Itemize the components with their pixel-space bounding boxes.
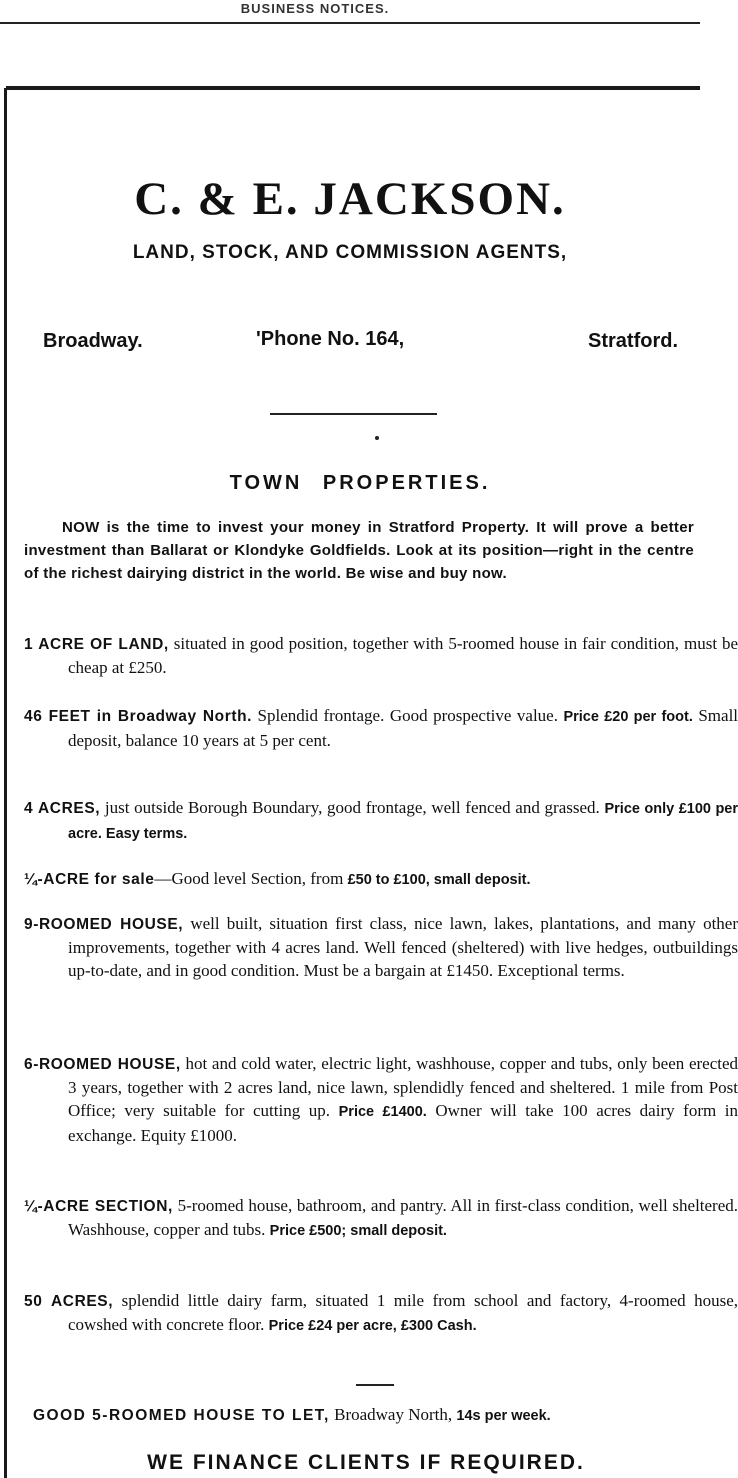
listing-item — [24, 1289, 738, 1338]
listing-item — [24, 704, 738, 752]
listing-text: —Good level Section, from — [154, 869, 344, 888]
ad-left-border — [4, 88, 7, 1478]
listing-lead: 50 ACRES, — [24, 1293, 114, 1310]
advertiser-name: C. & E. JACKSON. — [134, 173, 566, 225]
listing-text: Splendid frontage. Good prospective value. — [257, 706, 558, 725]
to-let-lead: GOOD 5-ROOMED HOUSE TO LET, — [33, 1407, 330, 1424]
page-header — [0, 0, 700, 24]
listing-price: Price £24 per acre, £300 Cash. — [268, 1318, 477, 1334]
finance-notice: WE FINANCE CLIENTS IF REQUIRED. — [147, 1451, 585, 1474]
listing-lead: 9-ROOMED HOUSE, — [24, 916, 184, 933]
divider-rule — [356, 1384, 394, 1386]
section-label: BUSINESS NOTICES. — [240, 1, 390, 16]
listing-text: just outside Borough Boundary, good frontage, well fenced and grassed. — [104, 798, 600, 817]
to-let-notice — [33, 1405, 698, 1425]
listing-lead: ¼-ACRE for sale — [24, 871, 155, 888]
to-let-rent: 14s per week. — [456, 1408, 551, 1424]
listing-lead: 6-ROOMED HOUSE, — [24, 1056, 181, 1073]
listing-text: 5-roomed house, bathroom, and pantry. All in first-class condition, well sheltered. Washhouse, copper and tubs. — [68, 1196, 738, 1239]
listing-text: well built, situation first class, nice lawn, lakes, plantations, and many other improvements, together with 4 acres land. Well fenced (sheltered) with live hedges, outbuildings up-to-date, and in good condition. Must be a bargain at £1450. Exceptional terms. — [68, 914, 738, 980]
listing-item — [24, 1052, 738, 1147]
listing-text: hot and cold water, electric light, washhouse, copper and tubs, only been erected 3 years, together with 2 acres land, nice lawn, splendidly fenced and sheltered. 1 mile from Post Office; very suitable for cutting up. — [68, 1054, 738, 1120]
phone-number: 'Phone No. 164, — [256, 328, 405, 350]
street-address: Broadway. — [43, 330, 143, 352]
listing-price: Price £500; small deposit. — [269, 1223, 447, 1239]
ad-top-border — [6, 86, 700, 98]
listing-price: £50 to £100, small deposit. — [347, 872, 531, 888]
to-let-text: Broadway North, — [334, 1405, 453, 1424]
listing-item — [24, 632, 738, 679]
listing-item — [24, 867, 738, 892]
listing-item — [24, 912, 738, 982]
section-title: TOWN PROPERTIES. — [229, 472, 491, 494]
listing-item — [24, 796, 738, 846]
listing-price: Price £1400. — [338, 1104, 427, 1120]
listing-text: situated in good position, together with 5-roomed house in fair condition, must be cheap at £250. — [68, 634, 738, 677]
listing-tail: Owner will take 100 acres dairy form in exchange. Equity £1000. — [68, 1101, 738, 1145]
listing-price: Price only £100 per acre. Easy terms. — [68, 801, 738, 842]
listing-text: splendid little dairy farm, situated 1 mile from school and factory, 4-roomed house, cowshed with concrete floor. — [68, 1291, 738, 1334]
listing-lead: 1 ACRE OF LAND, — [24, 636, 169, 653]
listing-lead: ¼-ACRE SECTION, — [24, 1198, 173, 1215]
listing-lead: 46 FEET in Broadway North. — [24, 708, 253, 725]
advertiser-trade: LAND, STOCK, AND COMMISSION AGENTS, — [132, 242, 568, 263]
divider-rule — [270, 413, 437, 415]
divider-dot — [375, 436, 379, 440]
town-name: Stratford. — [588, 330, 678, 352]
listing-price: Price £20 per foot. — [563, 709, 693, 725]
listing-item — [24, 1194, 738, 1243]
intro-paragraph: NOW is the time to invest your money in Stratford Property. It will prove a better investment than Ballarat or Klondyke Goldfields. Look at its position—right in the centre of the richest dairying district in the world. Be wise and buy now. — [24, 519, 694, 582]
listing-tail: Small deposit, balance 10 years at 5 per cent. — [68, 706, 738, 750]
listing-lead: 4 ACRES, — [24, 800, 101, 817]
